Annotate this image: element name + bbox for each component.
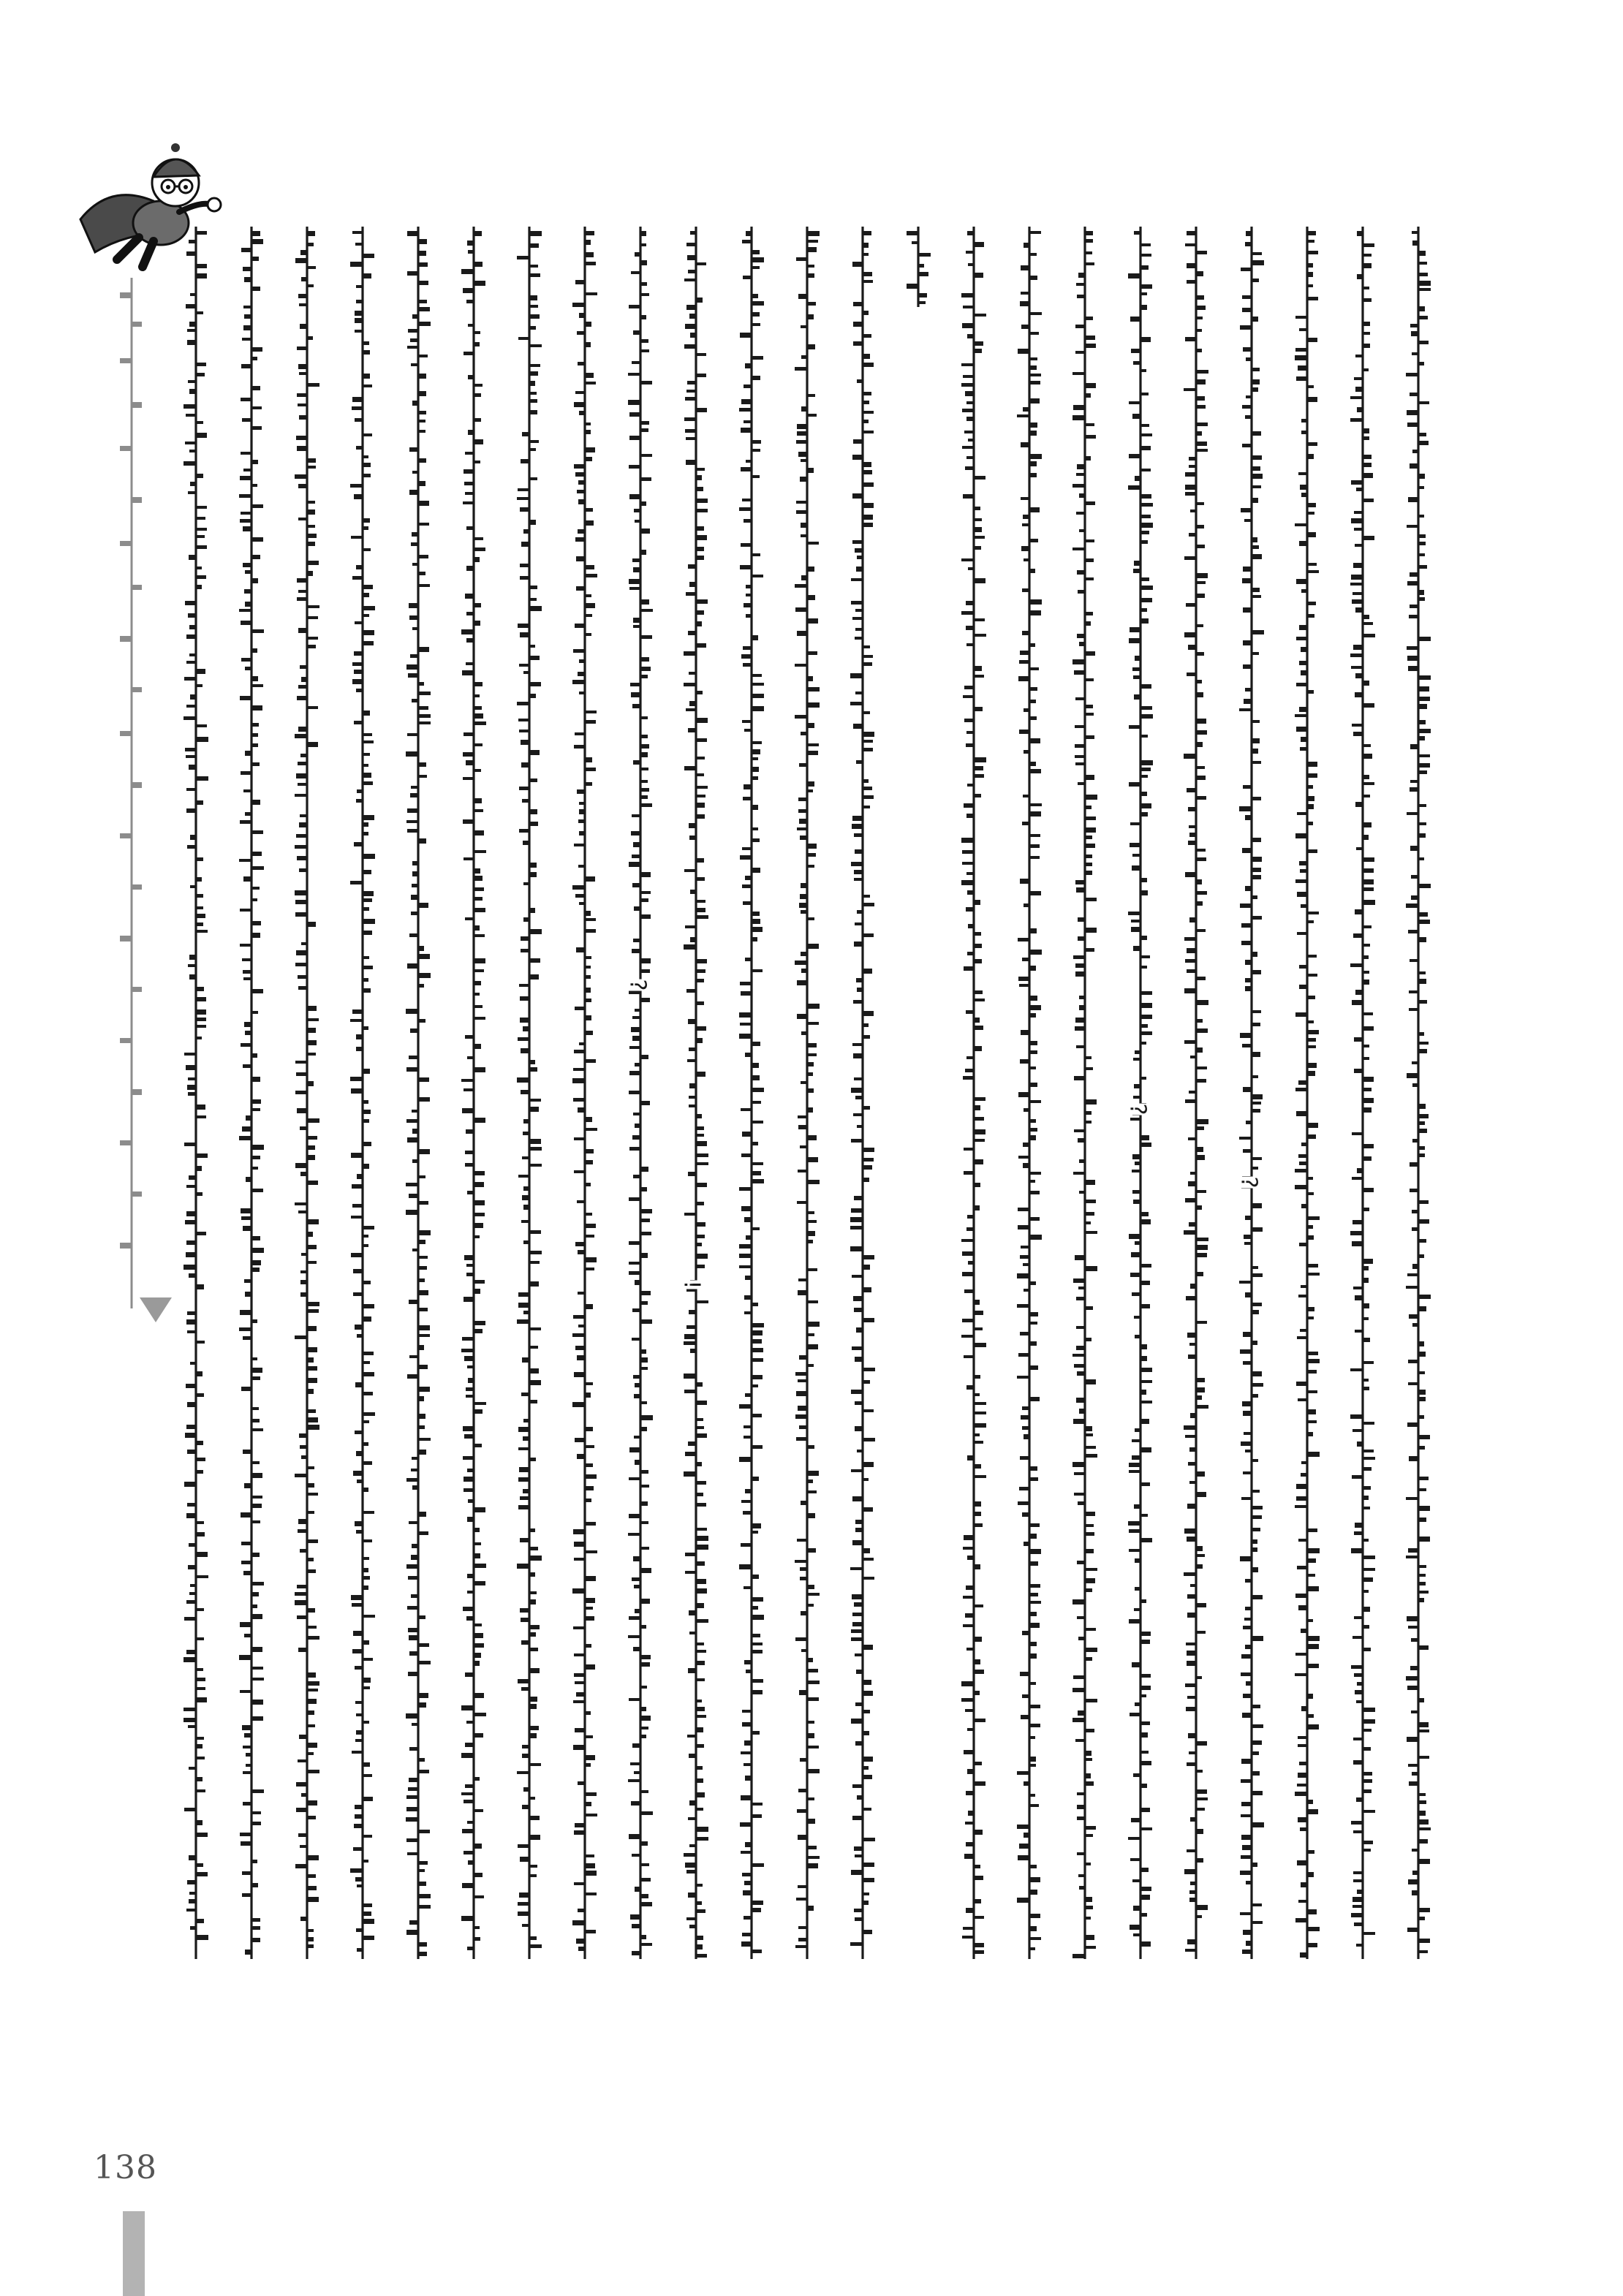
text-column bbox=[959, 227, 988, 1966]
punctuation-mark: ! bbox=[678, 1280, 705, 1289]
text-column bbox=[459, 227, 488, 1966]
script-strokes bbox=[737, 227, 766, 1966]
running-head bbox=[110, 278, 154, 1316]
text-column bbox=[181, 227, 211, 1966]
text-column bbox=[570, 227, 599, 1966]
text-column bbox=[1015, 227, 1044, 1966]
page-edge-bar bbox=[123, 2211, 145, 2296]
text-column bbox=[792, 227, 822, 1966]
text-column bbox=[515, 227, 544, 1966]
script-strokes bbox=[1293, 227, 1322, 1966]
text-column bbox=[1181, 227, 1211, 1966]
text-column bbox=[737, 227, 766, 1966]
text-column bbox=[1293, 227, 1322, 1966]
script-strokes bbox=[515, 227, 544, 1966]
script-strokes bbox=[1181, 227, 1211, 1966]
script-strokes bbox=[1015, 227, 1044, 1966]
script-strokes bbox=[1404, 227, 1433, 1966]
text-column bbox=[404, 227, 433, 1966]
script-strokes bbox=[904, 227, 933, 314]
script-strokes bbox=[404, 227, 433, 1966]
script-strokes bbox=[959, 227, 988, 1966]
script-strokes bbox=[1237, 227, 1266, 1966]
text-column bbox=[1348, 227, 1377, 1966]
text-column bbox=[678, 227, 711, 1966]
script-strokes bbox=[459, 227, 488, 1966]
punctuation-mark: ? bbox=[624, 979, 651, 991]
text-column bbox=[348, 227, 377, 1966]
punctuation-mark: ? bbox=[1236, 1176, 1262, 1189]
running-head-script bbox=[110, 278, 154, 1316]
text-column bbox=[1237, 227, 1266, 1966]
text-column bbox=[1070, 227, 1100, 1966]
script-strokes bbox=[237, 227, 266, 1966]
text-column bbox=[848, 227, 877, 1966]
text-column bbox=[904, 227, 933, 314]
script-strokes bbox=[348, 227, 377, 1966]
script-strokes bbox=[570, 227, 599, 1966]
script-strokes bbox=[848, 227, 877, 1966]
script-strokes bbox=[292, 227, 322, 1966]
text-column bbox=[292, 227, 322, 1966]
script-strokes bbox=[1126, 227, 1155, 1966]
text-column bbox=[237, 227, 266, 1966]
script-strokes bbox=[1070, 227, 1100, 1966]
script-strokes bbox=[1348, 227, 1377, 1966]
text-column bbox=[626, 227, 655, 1966]
text-column bbox=[1126, 227, 1155, 1966]
script-strokes bbox=[678, 227, 711, 1966]
triangle-right-icon bbox=[140, 1297, 172, 1322]
text-column bbox=[1404, 227, 1433, 1966]
punctuation-mark: ? bbox=[1124, 1103, 1151, 1115]
script-strokes bbox=[626, 227, 655, 1966]
page-number: 138 bbox=[94, 2149, 157, 2186]
script-strokes bbox=[792, 227, 822, 1966]
script-strokes bbox=[181, 227, 211, 1966]
